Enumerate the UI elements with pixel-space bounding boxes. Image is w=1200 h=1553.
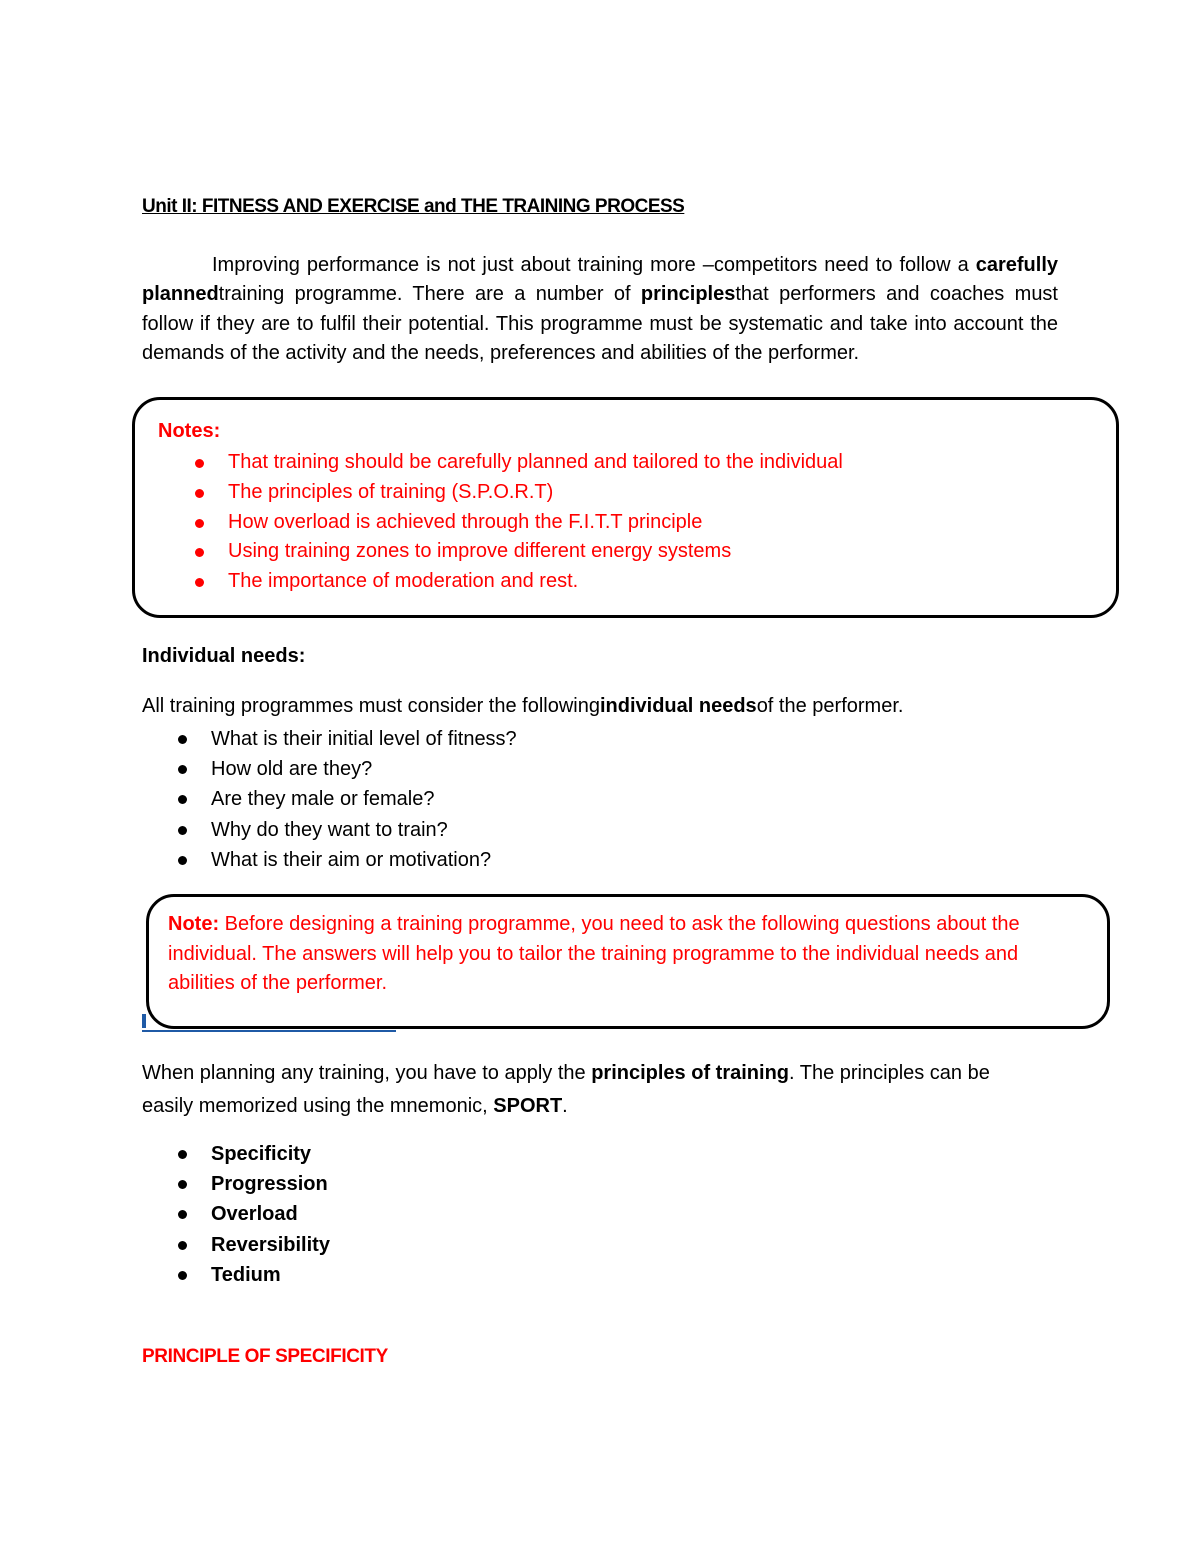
unit-title: Unit II: FITNESS AND EXERCISE and THE TRAINING PROCESS: [142, 196, 685, 217]
list-item: The principles of training (S.P.O.R.T): [192, 478, 843, 508]
list-item: Reversibility: [175, 1230, 330, 1260]
sport-principles-list: [175, 1139, 330, 1290]
intro-bold-principles: principles: [640, 283, 736, 306]
note-body: Before designing a training programme, you need to ask the following questions about the individual. The answers will help you to tailor the training programme to the individual needs and abilities of the performer.: [168, 913, 1020, 994]
principles-text: When planning any training, you have to apply the: [142, 1062, 592, 1084]
principles-intro-line-2: [142, 1095, 568, 1118]
intro-bold-carefully-planned: carefully planned: [142, 254, 1058, 306]
principles-text: easily memorized using the mnemonic,: [142, 1095, 494, 1117]
list-item: The importance of moderation and rest.: [192, 567, 843, 597]
specificity-heading: PRINCIPLE OF SPECIFICITY: [142, 1346, 388, 1367]
list-item: Are they male or female?: [175, 784, 517, 814]
notes-list: [192, 448, 843, 597]
principles-text: . The principles can be: [789, 1062, 990, 1084]
lead-text: of the performer.: [756, 695, 904, 717]
principles-bold: principles of training: [591, 1062, 789, 1084]
individual-needs-list: [175, 724, 517, 875]
intro-text: training programme. There are a number of: [218, 283, 641, 306]
individual-needs-heading: Individual needs:: [142, 645, 306, 667]
list-item: Specificity: [175, 1139, 330, 1169]
list-item: How old are they?: [175, 754, 517, 784]
principles-intro-line-1: [142, 1062, 990, 1085]
list-item: Tedium: [175, 1260, 330, 1290]
list-item: Overload: [175, 1199, 330, 1229]
list-item: That training should be carefully planned and tailored to the individual: [192, 448, 843, 478]
list-item: Using training zones to improve different energy systems: [192, 537, 843, 567]
list-item: What is their aim or motivation?: [175, 845, 517, 875]
notes-heading: Notes:: [158, 420, 221, 442]
list-item: What is their initial level of fitness?: [175, 724, 517, 754]
list-item: Why do they want to train?: [175, 815, 517, 845]
intro-text: Improving performance is not just about training more –competitors need to follow a: [212, 254, 976, 276]
intro-paragraph: [142, 251, 1058, 368]
individual-needs-lead: [142, 695, 903, 718]
note-text: [168, 910, 1090, 999]
lead-text: All training programmes must consider the following: [142, 695, 600, 717]
intro-text: that performers and coaches must follow if they are to fulfil their potential. This programme must be systematic and take into account the demands of the activity and the needs, preferences and abilities of the performer.: [142, 283, 1058, 364]
list-item: How overload is achieved through the F.I.T.T principle: [192, 508, 843, 538]
note-label: Note:: [168, 913, 220, 935]
principles-text: .: [562, 1095, 568, 1117]
list-item: Progression: [175, 1169, 330, 1199]
sport-mnemonic: SPORT: [493, 1095, 563, 1117]
lead-bold: individual needs: [599, 695, 757, 717]
